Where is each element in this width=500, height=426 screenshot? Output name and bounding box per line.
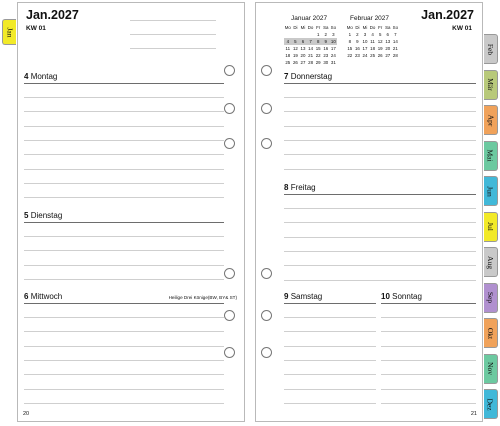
calendar-day: 16	[354, 46, 360, 51]
calendar-day: 5	[378, 32, 382, 37]
calendar-day: 19	[377, 46, 383, 51]
holiday-note: Heilige Drei Könige(BW, BY& ST)	[168, 295, 237, 300]
calendar-day: 24	[330, 53, 336, 58]
ruled-line	[24, 183, 224, 184]
left-week-number: KW 01	[26, 25, 46, 32]
calendar-day: 25	[370, 53, 376, 58]
calendar-day: 21	[392, 46, 398, 51]
binder-hole	[261, 310, 272, 321]
calendar-day: 6	[386, 32, 389, 37]
ruled-line	[381, 331, 476, 332]
binder-hole	[261, 65, 272, 76]
calendar-day: 28	[392, 53, 398, 58]
binder-hole	[224, 347, 235, 358]
calendar-day: 18	[285, 53, 291, 58]
day-divider	[284, 83, 476, 84]
calendar-day: 7	[307, 38, 315, 45]
calendar-day: 29	[315, 60, 321, 65]
calendar-day: 23	[354, 53, 360, 58]
ruled-line	[284, 169, 476, 170]
weekday-header: Di	[293, 25, 298, 30]
binder-hole	[224, 65, 235, 76]
weekday-header: Fr	[316, 25, 321, 30]
ruled-line	[381, 317, 476, 318]
ruled-line	[381, 360, 476, 361]
weekday-header: Do	[369, 25, 376, 30]
calendar-day: 1	[348, 32, 352, 37]
calendar-day: 11	[370, 39, 375, 44]
ruled-line	[284, 331, 376, 332]
ruled-line	[24, 331, 224, 332]
weekday-header: Mo	[284, 25, 291, 30]
ruled-line	[24, 389, 224, 390]
calendar-day: 21	[308, 53, 314, 58]
day-friday: 8 Freitag	[284, 183, 316, 192]
calendar-day: 30	[323, 60, 329, 65]
day-divider	[284, 194, 476, 195]
ruled-line	[24, 140, 224, 141]
ruled-line	[284, 280, 476, 281]
ruled-line	[284, 265, 476, 266]
calendar-day: 28	[308, 60, 314, 65]
day-saturday: 9 Samstag	[284, 292, 323, 301]
day-divider	[24, 83, 224, 84]
ruled-line	[284, 208, 476, 209]
ruled-line	[24, 250, 224, 251]
ruled-line	[24, 346, 224, 347]
header-line	[130, 34, 216, 35]
calendar-day: 23	[323, 53, 329, 58]
tab-sep[interactable]: Sep	[484, 283, 498, 313]
ruled-line	[24, 111, 224, 112]
calendar-day: 11	[285, 46, 291, 51]
calendar-day: 8	[314, 38, 322, 45]
day-tuesday: 5 Dienstag	[24, 211, 63, 220]
calendar-day: 31	[330, 60, 336, 65]
calendar-day: 24	[362, 53, 368, 58]
calendar-day: 25	[285, 60, 291, 65]
ruled-line	[284, 237, 476, 238]
right-month-title: Jan.2027	[421, 8, 474, 22]
weekday-header: Do	[307, 25, 314, 30]
weekday-header: So	[392, 25, 399, 30]
ruled-line	[381, 403, 476, 404]
ruled-line	[284, 360, 376, 361]
calendar-day	[307, 31, 315, 38]
calendar-day: 3	[332, 32, 335, 37]
calendar-day: 3	[363, 32, 367, 37]
ruled-line	[284, 97, 476, 98]
weekday-header: Sa	[385, 25, 391, 30]
tab-nov[interactable]: Nov	[484, 354, 498, 384]
tab-mai[interactable]: Mai	[484, 141, 498, 171]
calendar-day: 5	[292, 38, 300, 45]
tab-mär[interactable]: Mär	[484, 70, 498, 100]
ruled-line	[284, 140, 476, 141]
ruled-line	[284, 111, 476, 112]
day-wednesday: 6 Mittwoch	[24, 292, 63, 301]
weekday-header: Mi	[300, 25, 306, 30]
calendar-day: 20	[300, 53, 306, 58]
calendar-day: 18	[370, 46, 376, 51]
ruled-line	[284, 374, 376, 375]
ruled-line	[284, 403, 376, 404]
calendar-day	[284, 31, 292, 38]
ruled-line	[24, 403, 224, 404]
left-page	[17, 2, 245, 422]
tab-dez[interactable]: Dez	[484, 389, 498, 419]
day-sunday: 10 Sonntag	[381, 292, 422, 301]
calendar-day: 17	[330, 46, 336, 51]
ruled-line	[24, 265, 224, 266]
calendar-day: 10	[330, 39, 336, 44]
calendar-day: 2	[356, 32, 359, 37]
tab-jun[interactable]: Jun	[484, 176, 498, 206]
tab-feb[interactable]: Feb	[484, 34, 498, 64]
calendar-day: 19	[292, 53, 298, 58]
calendar-day: 10	[362, 39, 368, 44]
header-line	[130, 48, 216, 49]
day-divider	[24, 222, 224, 223]
calendar-day: 12	[292, 46, 298, 51]
right-page: Jan.2027 KW 01 Januar 2027 Mo Di Mi Do Fr Sa So 1 2 3 4 5 6 7 8 9 10 11 12 13 14 15 16 17 18 19 20 21 22 23 24 25 26 27 28 29 30 31 Februar 2027 Mo Di Mi Do Fr Sa So 1 2 3 4 5 6 7 8 9 10 11 12 13 14 15 16 17 18 19 20 21 22 23 24 25 26 27 28 7 Donnerstag 8 Freitag 9 Samstag 10 Sonntag 21	[255, 2, 483, 422]
calendar-day: 16	[323, 46, 329, 51]
ruled-line	[24, 126, 224, 127]
calendar-day: 22	[347, 53, 353, 58]
calendar-day: 4	[371, 32, 374, 37]
binder-hole	[224, 138, 235, 149]
binder-hole	[261, 138, 272, 149]
calendar-day: 4	[284, 38, 292, 45]
ruled-line	[381, 346, 476, 347]
ruled-line	[381, 389, 476, 390]
ruled-line	[284, 154, 476, 155]
calendar-day: 12	[377, 39, 383, 44]
ruled-line	[284, 389, 376, 390]
ruled-line	[24, 169, 224, 170]
day-divider	[284, 303, 376, 304]
ruled-line	[24, 154, 224, 155]
day-divider	[381, 303, 476, 304]
calendar-day: 20	[385, 46, 391, 51]
ruled-line	[381, 374, 476, 375]
ruled-line	[284, 251, 476, 252]
ruled-line	[284, 126, 476, 127]
ruled-line	[284, 346, 376, 347]
tab-aug[interactable]: Aug	[484, 247, 498, 277]
left-month-title: Jan.2027	[26, 8, 79, 22]
binder-hole	[224, 103, 235, 114]
binder-hole	[224, 268, 235, 279]
weekday-header: Mo	[346, 25, 353, 30]
ruled-line	[24, 360, 224, 361]
ruled-line	[24, 374, 224, 375]
ruled-line	[24, 197, 224, 198]
ruled-line	[24, 97, 224, 98]
tab-apr[interactable]: Apr	[484, 105, 498, 135]
tab-jul[interactable]: Jul	[484, 212, 498, 242]
calendar-day: 9	[356, 39, 359, 44]
ruled-line	[284, 222, 476, 223]
calendar-day	[299, 31, 307, 38]
calendar-day: 7	[394, 32, 397, 37]
weekday-header: Mi	[362, 25, 368, 30]
calendar-day: 26	[292, 60, 298, 65]
calendar-day: 27	[300, 60, 306, 65]
ruled-line	[24, 317, 224, 318]
binder-hole	[261, 347, 272, 358]
calendar-day: 9	[322, 38, 330, 45]
calendar-day: 22	[315, 53, 321, 58]
binder-hole	[261, 268, 272, 279]
calendar-day: 1	[316, 32, 320, 37]
tab-jan[interactable]: Jan	[2, 19, 16, 45]
calendar-day: 26	[377, 53, 383, 58]
day-monday: 4 Montag	[24, 72, 58, 81]
calendar-day: 6	[299, 38, 307, 45]
calendar-day: 15	[315, 46, 321, 51]
weekday-header: Fr	[378, 25, 383, 30]
calendar-day: 14	[392, 39, 398, 44]
weekday-header: So	[330, 25, 337, 30]
calendar-day: 15	[347, 46, 353, 51]
ruled-line	[24, 279, 224, 280]
day-divider	[24, 303, 224, 304]
binder-hole	[224, 310, 235, 321]
left-page-number: 20	[23, 411, 30, 417]
weekday-header: Sa	[323, 25, 329, 30]
calendar-day: 2	[324, 32, 327, 37]
ruled-line	[284, 317, 376, 318]
calendar-day: 13	[385, 39, 391, 44]
header-line	[130, 20, 216, 21]
calendar-day	[292, 31, 300, 38]
calendar-day: 14	[308, 46, 314, 51]
calendar-day: 27	[385, 53, 391, 58]
ruled-line	[24, 236, 224, 237]
right-week-number: KW 01	[452, 25, 472, 32]
weekday-header: Di	[355, 25, 360, 30]
tab-okt[interactable]: Okt	[484, 318, 498, 348]
binder-hole	[261, 103, 272, 114]
day-thursday: 7 Donnerstag	[284, 72, 333, 81]
right-page-number: 21	[470, 411, 477, 417]
calendar-day: 8	[348, 39, 352, 44]
calendar-day: 17	[362, 46, 368, 51]
calendar-day: 13	[300, 46, 306, 51]
